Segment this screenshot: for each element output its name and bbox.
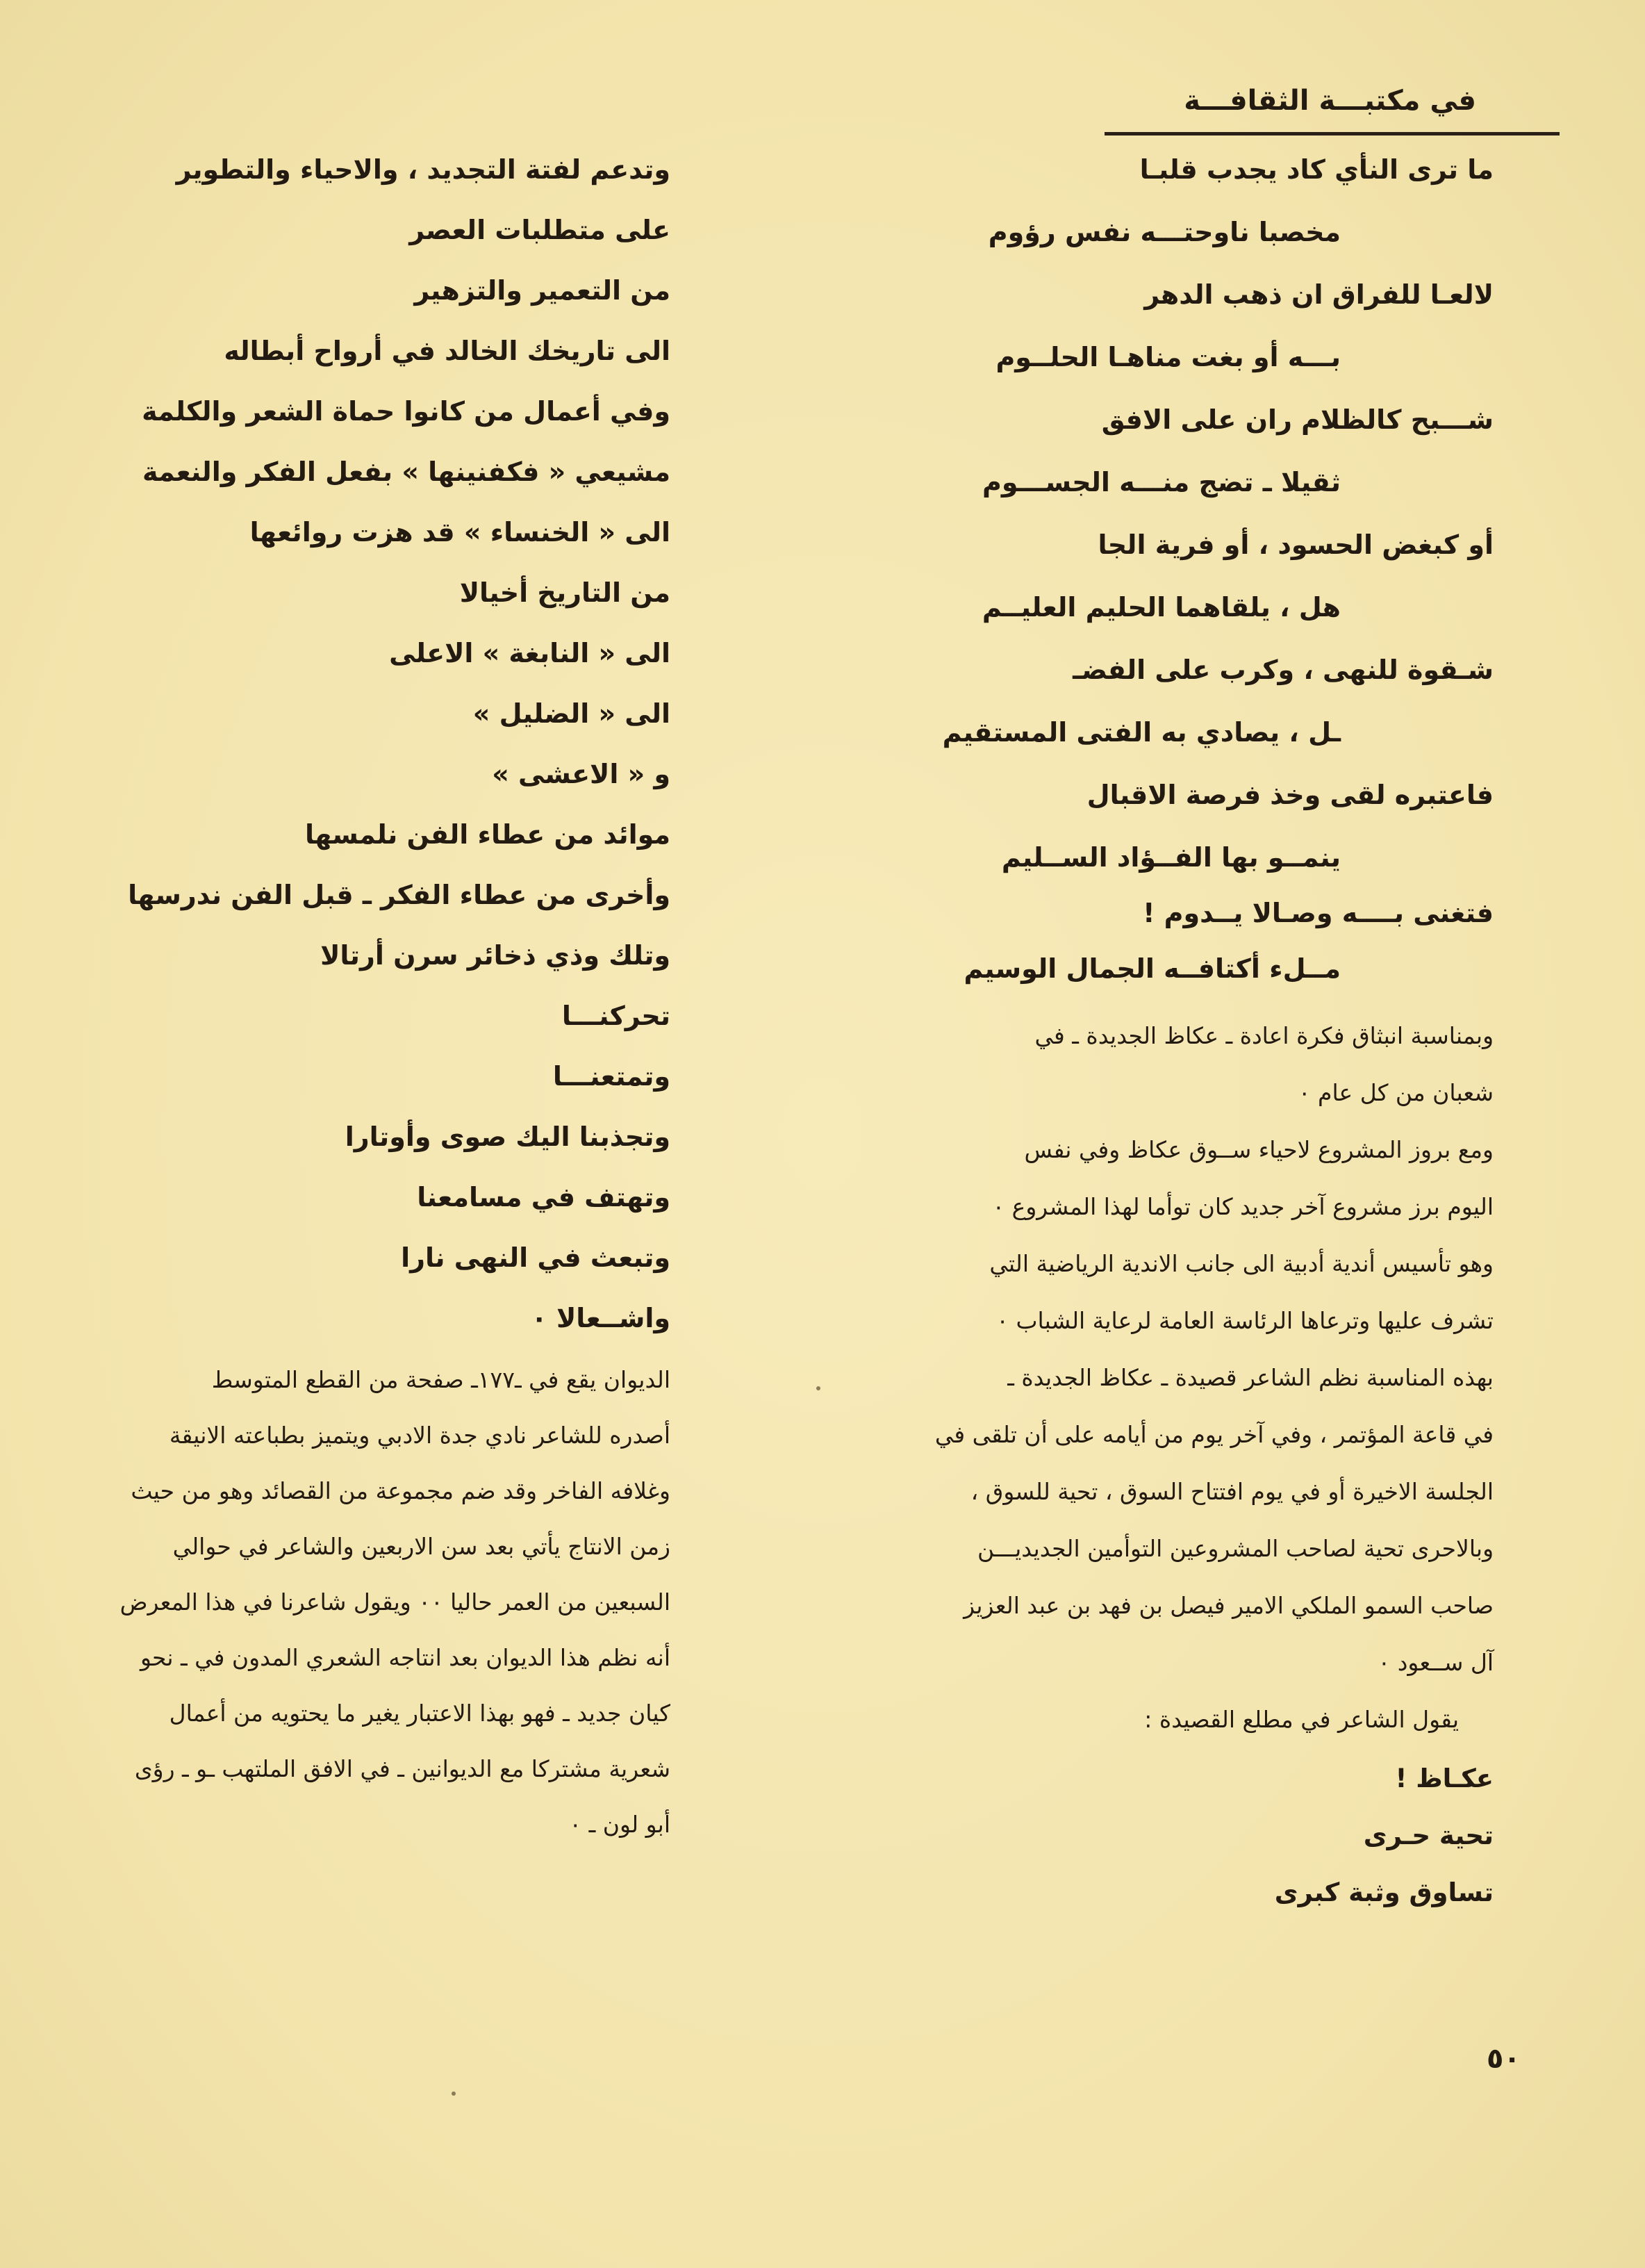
- poem-line: الى « الضليل »: [472, 698, 670, 729]
- poem-line: بـــه أو بغت مناهـا الحلــوم: [995, 342, 1341, 372]
- poem-line: فتغنى بــــه وصـالا يــدوم !: [1143, 898, 1494, 928]
- poem-line: ثقيلا ـ تضج منـــه الجســـوم: [982, 467, 1341, 498]
- poem-line: الى تاريخك الخالد في أرواح أبطاله: [224, 336, 670, 366]
- prose-line: يقول الشاعر في مطلع القصيدة :: [1144, 1706, 1459, 1733]
- prose-line: صاحب السمو الملكي الامير فيصل بن فهد بن عبد العزيز: [964, 1592, 1494, 1619]
- prose-line: وهو تأسيس أندية أدبية الى جانب الاندية الرياضية التي: [989, 1250, 1494, 1277]
- prose-line: في قاعة المؤتمر ، وفي آخر يوم من أيامه على أن تلقى في: [934, 1421, 1494, 1448]
- prose-line: ومع بروز المشروع لاحياء ســوق عكاظ وفي نفس: [1024, 1136, 1494, 1163]
- poem-line: ـل ، يصادي به الفتى المستقيم: [942, 717, 1341, 748]
- prose-line: وبمناسبة انبثاق فكرة اعادة ـ عكاظ الجديدة ـ في: [1034, 1022, 1494, 1049]
- poem-line: الى « الخنساء » قد هزت روائعها: [249, 517, 670, 548]
- section-title: في مكتبـــة الثقافـــة: [1184, 85, 1476, 117]
- prose-line: اليوم برز مشروع آخر جديد كان توأما لهذا المشروع ٠: [992, 1193, 1494, 1220]
- poem-line: شـقوة للنهى ، وكرب على الفضـ: [1073, 655, 1494, 685]
- poem-line: ينمــو بها الفــؤاد الســليم: [1001, 842, 1341, 873]
- poem-line: وتهتف في مسامعنا: [417, 1182, 670, 1213]
- poem-line: وتدعم لفتة التجديد ، والاحياء والتطوير: [176, 154, 670, 185]
- poem-line: الى « النابغة » الاعلى: [389, 638, 670, 668]
- prose-line: شعرية مشتركا مع الديوانين ـ في الافق الملتهب ـو ـ رؤى: [134, 1755, 670, 1782]
- poem-line: واشــعالا ٠: [531, 1303, 670, 1333]
- prose-line: تشرف عليها وترعاها الرئاسة العامة لرعاية الشباب ٠: [996, 1307, 1494, 1334]
- poem-line: وتبعث في النهى نارا: [401, 1242, 670, 1273]
- poem-line: هل ، يلقاهما الحليم العليــم: [982, 592, 1341, 623]
- poem-line: أو كبغض الحسود ، أو فرية الجا: [1098, 529, 1494, 560]
- page-number: ٥٠: [1487, 2043, 1521, 2075]
- poem-line: و « الاعشى »: [492, 759, 670, 789]
- prose-line: وبالاحرى تحية لصاحب المشروعين التوأمين الجديديـــن: [977, 1535, 1494, 1562]
- closing-line: عكـاظ !: [1395, 1764, 1494, 1793]
- paper-speck: [816, 1386, 820, 1390]
- poem-line: مشيعي « فكفنينها » بفعل الفكر والنعمة: [142, 457, 670, 487]
- poem-line: وفي أعمال من كانوا حماة الشعر والكلمة: [142, 396, 670, 427]
- prose-line: آل ســعود ٠: [1378, 1649, 1494, 1676]
- prose-line: الجلسة الاخيرة أو في يوم افتتاح السوق ، تحية للسوق ،: [970, 1478, 1494, 1505]
- poem-line: وتمتعنـــا: [552, 1061, 670, 1092]
- prose-line: أبو لون ـ ٠: [569, 1811, 670, 1838]
- closing-line: تساوق وثبة كبرى: [1274, 1877, 1494, 1907]
- poem-line: مــلء أكتافــه الجمال الوسيم: [964, 953, 1341, 984]
- prose-line: السبعين من العمر حاليا ٠٠ ويقول شاعرنا في هذا المعرض: [119, 1588, 670, 1616]
- poem-line: ما ترى النأي كاد يجدب قلبـا: [1139, 154, 1494, 185]
- closing-line: تحية حـرى: [1363, 1821, 1494, 1850]
- prose-line: شعبان من كل عام ٠: [1298, 1079, 1494, 1106]
- poem-line: وتلك وذي ذخائر سرن أرتالا: [320, 940, 670, 971]
- prose-line: أنه نظم هذا الديوان بعد انتاجه الشعري المدون في ـ نحو: [140, 1644, 670, 1671]
- prose-line: زمن الانتاج يأتي بعد سن الاربعين والشاعر في حوالي: [172, 1533, 670, 1560]
- prose-line: كيان جديد ـ فهو بهذا الاعتبار يغير ما يحتويه من أعمال: [169, 1700, 670, 1727]
- prose-line: أصدره للشاعر نادي جدة الادبي ويتميز بطباعته الانيقة: [169, 1422, 670, 1449]
- poem-line: وتجذبنا اليك صوى وأوتارا: [345, 1121, 670, 1152]
- prose-line: وغلافه الفاخر وقد ضم مجموعة من القصائد وهو من حيث: [131, 1477, 670, 1504]
- poem-line: موائد من عطاء الفن نلمسها: [304, 819, 670, 850]
- prose-line: الديوان يقع في ـ١٧٧ـ صفحة من القطع المتوسط: [211, 1366, 670, 1393]
- prose-line: بهذه المناسبة نظم الشاعر قصيدة ـ عكاظ الجديدة ـ: [1007, 1364, 1494, 1391]
- poem-line: مخصبا ناوحتـــه نفس رؤوم: [988, 217, 1341, 247]
- poem-line: وأخرى من عطاء الفكر ـ قبل الفن ندرسها: [128, 880, 670, 910]
- poem-line: من التاريخ أخيالا: [459, 577, 670, 608]
- paper-speck: [452, 2092, 456, 2096]
- poem-line: من التعمير والتزهير: [414, 275, 670, 306]
- poem-line: فاعتبره لقى وخذ فرصة الاقبال: [1086, 780, 1494, 810]
- page-header: [1105, 72, 1560, 135]
- poem-line: تحركنـــا: [561, 1001, 670, 1031]
- poem-line: على متطلبات العصر: [409, 215, 670, 245]
- poem-line: لالعـا للفراق ان ذهب الدهر: [1144, 279, 1494, 310]
- poem-line: شـــبح كالظلام ران على الافق: [1101, 404, 1494, 435]
